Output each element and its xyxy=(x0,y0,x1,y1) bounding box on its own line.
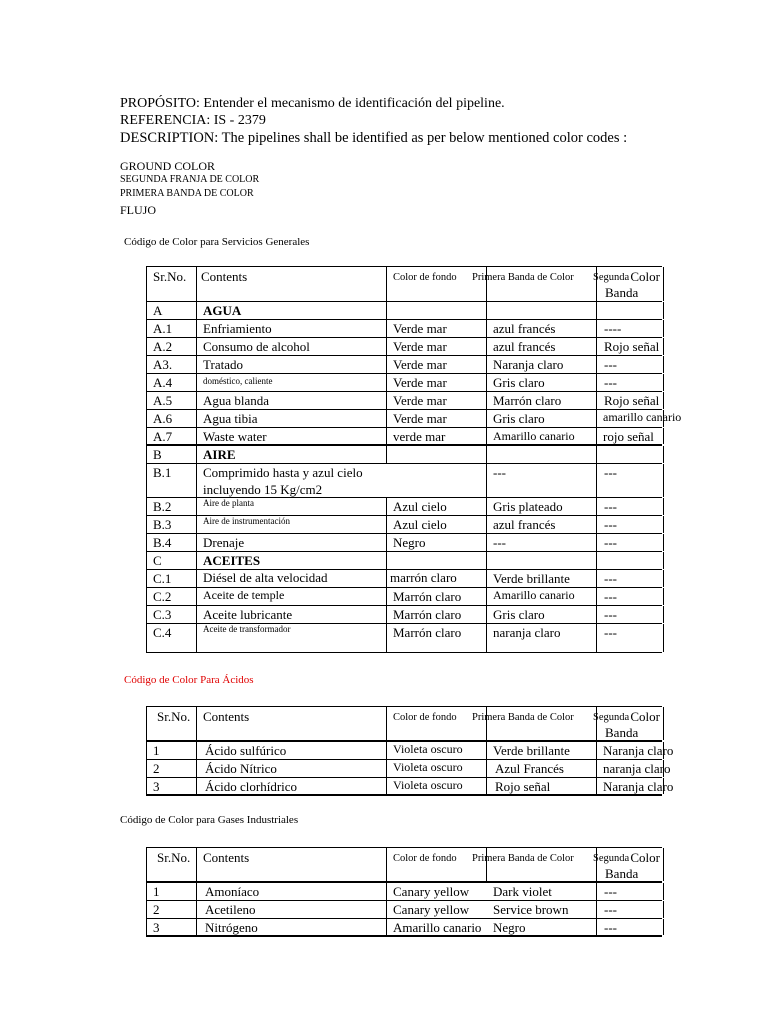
proposito-label: PROPÓSITO: xyxy=(120,96,200,111)
table-header-row xyxy=(146,848,662,883)
table-row xyxy=(146,410,682,428)
header-contents: Contents xyxy=(201,269,248,284)
cell-contents: Ácido Nítrico xyxy=(205,761,277,776)
cell-segunda: ---- xyxy=(604,321,622,336)
header-color: Color xyxy=(630,709,660,724)
cell-segunda: --- xyxy=(604,884,617,899)
cell-fondo: Verde mar xyxy=(393,393,447,408)
table-row xyxy=(146,606,662,624)
cell-segunda: Rojo señal xyxy=(604,393,660,408)
cell-contents: Drenaje xyxy=(203,535,245,550)
cell-sr: B xyxy=(153,447,162,462)
description-label: DESCRIPTION: xyxy=(120,130,219,146)
cell-contents: Agua tibia xyxy=(203,411,258,426)
cell-sr: A.7 xyxy=(153,429,173,444)
table-row xyxy=(146,883,662,901)
table-row xyxy=(146,919,662,937)
header-contents: Contents xyxy=(203,709,250,724)
header-segunda: Segunda xyxy=(593,853,630,864)
cell-primera: Verde brillante xyxy=(493,743,570,758)
cell-segunda: --- xyxy=(604,357,617,372)
cell-contents: Tratado xyxy=(203,357,243,372)
cell-contents: Aceite lubricante xyxy=(203,607,293,622)
cell-segunda: Rojo señal xyxy=(604,339,660,354)
table-header-row xyxy=(146,267,662,302)
table-header-row xyxy=(146,707,662,742)
header-segunda: Segunda xyxy=(593,272,630,283)
cell-fondo: Azul cielo xyxy=(393,499,447,514)
cell-primera: Marrón claro xyxy=(493,393,562,408)
cell-sr: B.4 xyxy=(153,535,172,550)
table-gases-industriales xyxy=(146,847,662,937)
header-primera-banda: Primera Banda de Color xyxy=(472,272,574,283)
cell-primera: Gris claro xyxy=(493,375,545,390)
header-color-de-fondo: Color de fondo xyxy=(393,853,457,864)
cell-contents: Amoníaco xyxy=(205,884,260,899)
cell-segunda: naranja claro xyxy=(603,761,671,776)
description-line xyxy=(120,129,627,147)
referencia-line: REFERENCIA: IS - 2379 xyxy=(120,113,266,128)
cell-primera: Verde brillante xyxy=(493,571,570,586)
cell-segunda: --- xyxy=(604,607,617,622)
cell-contents: Waste water xyxy=(203,429,267,444)
header-color: Color xyxy=(630,269,660,284)
cell-primera: Gris claro xyxy=(493,607,545,622)
cell-primera: --- xyxy=(493,465,506,480)
cell-segunda: rojo señal xyxy=(603,429,654,444)
cell-primera: Service brown xyxy=(493,902,569,917)
table-row xyxy=(146,302,662,320)
table-row xyxy=(146,516,662,534)
cell-primera: Gris plateado xyxy=(493,499,563,514)
section-title-acidos: Código de Color Para Ácidos xyxy=(124,674,254,686)
header-srno: Sr.No. xyxy=(157,850,191,865)
cell-primera: Dark violet xyxy=(493,884,552,899)
section-title-gases-industriales: Código de Color para Gases Industriales xyxy=(120,814,299,826)
cell-primera: azul francés xyxy=(493,321,556,336)
cell-segunda: --- xyxy=(604,920,617,935)
cell-fondo: Marrón claro xyxy=(393,607,462,622)
header-contents: Contents xyxy=(203,850,250,865)
header-banda: Banda xyxy=(605,285,639,300)
cell-segunda: --- xyxy=(604,625,617,640)
table-row xyxy=(146,901,662,919)
cell-primera: azul francés xyxy=(493,339,556,354)
cell-contents: Acetileno xyxy=(205,902,256,917)
header-color: Color xyxy=(630,850,660,865)
cell-primera: Naranja claro xyxy=(493,357,564,372)
table-row xyxy=(146,356,662,374)
cell-fondo: Verde mar xyxy=(393,321,447,336)
cell-contents: Enfriamiento xyxy=(203,321,272,336)
cell-fondo: Marrón claro xyxy=(393,589,462,604)
cell-segunda: --- xyxy=(604,499,617,514)
cell-segunda: --- xyxy=(604,465,617,480)
cell-fondo: Amarillo canario xyxy=(393,920,482,935)
table-row xyxy=(146,552,662,570)
cell-segunda: --- xyxy=(604,571,617,586)
cell-sr: A xyxy=(153,303,163,318)
table-servicios-generales xyxy=(146,266,682,653)
cell-contents: Agua blanda xyxy=(203,393,270,408)
proposito-line xyxy=(120,95,505,113)
cell-sr: B.1 xyxy=(153,465,172,480)
cell-contents: Diésel de alta velocidad xyxy=(203,570,328,585)
legend-ground-color: GROUND COLOR xyxy=(120,159,216,173)
cell-sr: A.6 xyxy=(153,411,173,426)
legend-flujo: FLUJO xyxy=(120,203,157,217)
legend-segunda-franja: SEGUNDA FRANJA DE COLOR xyxy=(120,174,260,185)
cell-primera: Negro xyxy=(493,920,526,935)
description-text: The pipelines shall be identified as per below mentioned color codes : xyxy=(218,130,628,146)
cell-sr: 2 xyxy=(153,902,160,917)
cell-fondo: verde mar xyxy=(393,429,446,444)
cell-contents: Consumo de alcohol xyxy=(203,339,310,354)
table-row xyxy=(146,446,662,464)
cell-fondo: Violeta oscuro xyxy=(393,778,463,792)
cell-primera: Amarillo canario xyxy=(493,429,575,443)
cell-sr: C.4 xyxy=(153,625,172,640)
cell-primera: Gris claro xyxy=(493,411,545,426)
cell-fondo: Verde mar xyxy=(393,339,447,354)
cell-fondo: Marrón claro xyxy=(393,625,462,640)
cell-sr: A3. xyxy=(153,357,173,372)
header-primera-banda: Primera Banda de Color xyxy=(472,712,574,723)
cell-sr: C.3 xyxy=(153,607,172,622)
table-row xyxy=(146,464,662,498)
cell-contents: Aire de planta xyxy=(203,498,254,508)
cell-sr: A.5 xyxy=(153,393,173,408)
cell-segunda: --- xyxy=(604,535,617,550)
table-row xyxy=(146,588,662,606)
cell-sr: C xyxy=(153,553,162,568)
cell-sr: 1 xyxy=(153,743,160,758)
table-row xyxy=(146,742,674,760)
cell-primera: azul francés xyxy=(493,517,556,532)
cell-fondo: Verde mar xyxy=(393,375,447,390)
table-row xyxy=(146,498,662,516)
table-row xyxy=(146,392,662,410)
cell-contents: Aire de instrumentación xyxy=(203,516,290,526)
cell-segunda: Naranja claro xyxy=(603,779,674,794)
table-row xyxy=(146,760,671,778)
cell-primera: Amarillo canario xyxy=(493,588,575,602)
cell-contents-line2: incluyendo 15 Kg/cm2 xyxy=(203,482,323,497)
cell-segunda: amarillo canario xyxy=(603,410,682,424)
table-acidos xyxy=(146,706,674,796)
cell-segunda: --- xyxy=(604,517,617,532)
cell-contents: Ácido clorhídrico xyxy=(205,779,298,794)
cell-fondo: Violeta oscuro xyxy=(393,760,463,774)
table-row xyxy=(146,778,674,796)
header-color-de-fondo: Color de fondo xyxy=(393,712,457,723)
cell-primera: Azul Francés xyxy=(495,761,564,776)
cell-fondo: Canary yellow xyxy=(393,902,470,917)
header-srno: Sr.No. xyxy=(157,709,191,724)
cell-primera: Rojo señal xyxy=(495,779,551,794)
cell-contents: Ácido sulfúrico xyxy=(205,743,287,758)
header-segunda: Segunda xyxy=(593,712,630,723)
legend-primera-banda: PRIMERA BANDA DE COLOR xyxy=(120,188,254,199)
cell-segunda: --- xyxy=(604,375,617,390)
table-row xyxy=(146,374,662,392)
cell-sr: B.3 xyxy=(153,517,172,532)
cell-sr: B.2 xyxy=(153,499,172,514)
cell-fondo: Canary yellow xyxy=(393,884,470,899)
cell-contents: Comprimido hasta y azul cielo xyxy=(203,465,363,480)
cell-sr: A.2 xyxy=(153,339,173,354)
cell-sr: C.1 xyxy=(153,571,172,586)
proposito-text: Entender el mecanismo de identificación del pipeline. xyxy=(199,96,505,111)
cell-contents: Nitrógeno xyxy=(205,920,258,935)
table-row xyxy=(146,534,662,552)
cell-sr: C.2 xyxy=(153,589,172,604)
section-title-servicios-generales: Código de Color para Servicios Generales xyxy=(124,236,310,248)
cell-fondo: Violeta oscuro xyxy=(393,742,463,756)
cell-segunda: --- xyxy=(604,589,617,604)
cell-sr: 1 xyxy=(153,884,160,899)
cell-fondo: Verde mar xyxy=(393,411,447,426)
cell-fondo: Negro xyxy=(393,535,426,550)
cell-contents: Aceite de temple xyxy=(203,588,285,602)
table-row xyxy=(146,320,662,338)
table-row xyxy=(146,338,662,356)
cell-primera: naranja claro xyxy=(493,625,561,640)
cell-sr: 3 xyxy=(153,920,160,935)
cell-contents: ACEITES xyxy=(203,553,261,568)
cell-fondo: marrón claro xyxy=(390,570,457,585)
header-color-de-fondo: Color de fondo xyxy=(393,272,457,283)
header-banda: Banda xyxy=(605,866,639,881)
cell-sr: A.4 xyxy=(153,375,173,390)
cell-contents: AGUA xyxy=(203,303,242,318)
header-banda: Banda xyxy=(605,725,639,740)
cell-segunda: Naranja claro xyxy=(603,743,674,758)
cell-segunda: --- xyxy=(604,902,617,917)
cell-primera: --- xyxy=(493,535,506,550)
header-srno: Sr.No. xyxy=(153,269,187,284)
cell-contents: doméstico, caliente xyxy=(203,376,273,386)
cell-contents: AIRE xyxy=(203,447,236,462)
cell-fondo: Verde mar xyxy=(393,357,447,372)
cell-sr: A.1 xyxy=(153,321,173,336)
cell-sr: 2 xyxy=(153,761,160,776)
header-primera-banda: Primera Banda de Color xyxy=(472,853,574,864)
cell-sr: 3 xyxy=(153,779,160,794)
table-row xyxy=(146,570,662,588)
table-row xyxy=(146,624,662,653)
cell-fondo: Azul cielo xyxy=(393,517,447,532)
table-row xyxy=(146,428,662,446)
cell-contents: Aceite de transformador xyxy=(203,624,291,634)
